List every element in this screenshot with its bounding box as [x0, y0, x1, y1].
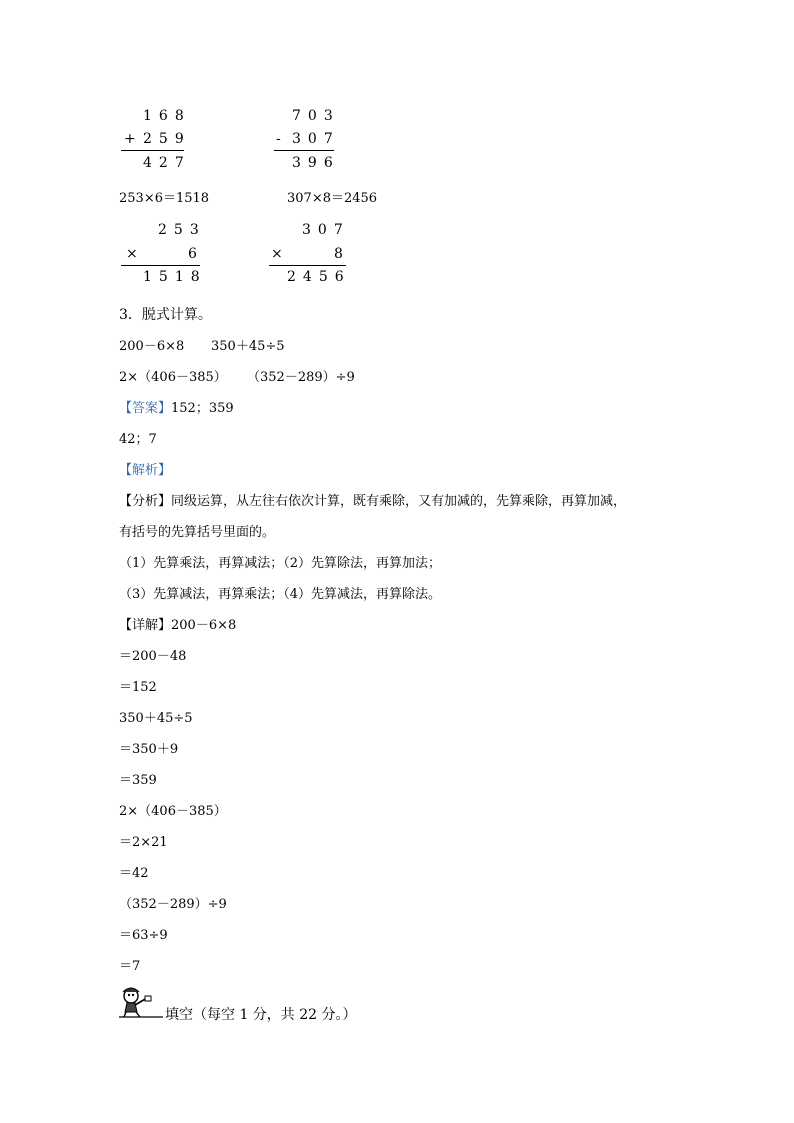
answer-values-1: 152；359	[171, 401, 234, 416]
addend-top: 168	[143, 108, 191, 124]
detail-line: ＝42	[119, 866, 149, 881]
detail-line: ＝200－48	[119, 649, 187, 664]
fenxi-text-2: 有括号的先算括号里面的。	[119, 525, 276, 540]
answer-tag: 【答案】	[119, 401, 172, 416]
analysis-line-1	[119, 490, 626, 509]
question-row1-a: 200－6×8	[119, 339, 185, 354]
analysis-step-2: （3）先算减法，再算乘法；（4）先算减法，再算除法。	[119, 587, 442, 602]
mascot-icon	[117, 984, 165, 1020]
product-rule-b	[269, 265, 346, 266]
subtrahend: 307	[292, 131, 340, 147]
difference-rule	[274, 150, 334, 151]
multiplicand-a: 253	[158, 222, 206, 238]
product-rule-a	[121, 265, 200, 266]
detail-line: 2×（406－385）	[119, 804, 227, 819]
equation-a: 253×6＝1518	[119, 191, 210, 206]
detail-line: 350＋45÷5	[119, 711, 193, 726]
detail-tag: 【详解】	[119, 618, 172, 633]
detail-line: ＝63÷9	[119, 928, 168, 943]
question-row2-a: 2×（406－385）	[119, 370, 227, 385]
question-row1-b: 350＋45÷5	[211, 339, 285, 354]
detail-line: ＝152	[119, 680, 157, 695]
multiplier-b: 8	[334, 246, 350, 262]
analysis-step-1: （1）先算乘法，再算减法；（2）先算除法，再算加法；	[119, 556, 442, 571]
analysis-tag: 【解析】	[119, 463, 172, 478]
answer-line	[119, 397, 234, 416]
multiplicand-b: 307	[302, 222, 350, 238]
sum-result: 427	[143, 155, 191, 171]
question-row2-b: （352－289）÷9	[247, 370, 355, 385]
multiplier-a: 6	[188, 246, 204, 262]
plus-sign: +	[124, 131, 136, 147]
fenxi-tag: 【分析】	[119, 494, 172, 509]
fenxi-text-1: 同级运算，从左往右依次计算，既有乘除，又有加减的，先算乘除，再算加减，	[171, 494, 627, 509]
sum-rule	[121, 150, 184, 151]
detail-line: ＝350＋9	[119, 742, 179, 757]
answer-values-2: 42；7	[119, 432, 157, 447]
times-sign-a: ×	[126, 246, 138, 262]
detail-line: ＝2×21	[119, 835, 168, 850]
minuend: 703	[292, 108, 340, 124]
minus-sign: -	[276, 131, 281, 147]
detail-first-expr: 200－6×8	[171, 618, 237, 633]
difference-result: 396	[292, 155, 340, 171]
product-b: 2456	[287, 269, 351, 285]
detail-first-line	[119, 614, 236, 633]
detail-line: （352－289）÷9	[119, 897, 227, 912]
question-title: 3．脱式计算。	[119, 307, 212, 323]
detail-line: ＝359	[119, 773, 157, 788]
product-a: 1518	[143, 269, 207, 285]
detail-line: ＝7	[119, 959, 141, 974]
section-label: 填空（每空 1 分，共 22 分。）	[165, 1007, 357, 1023]
times-sign-b: ×	[271, 246, 283, 262]
equation-b: 307×8＝2456	[287, 191, 378, 206]
addend-bottom: 259	[143, 131, 191, 147]
